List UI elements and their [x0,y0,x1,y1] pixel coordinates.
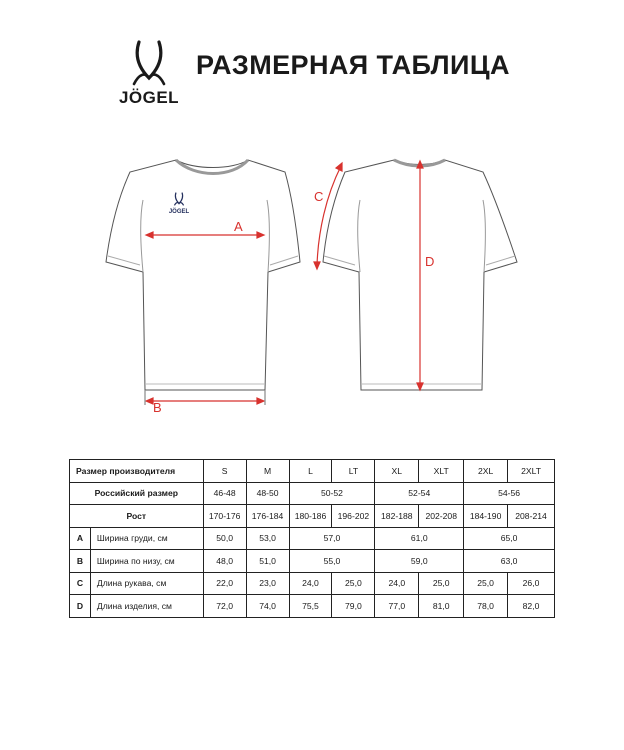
value-cell: 59,0 [375,550,464,573]
table-row-russian [70,482,555,505]
height-cell: 182-188 [375,505,419,528]
table-row-b [70,550,555,573]
manufacturer-label: Размер производителя [70,460,204,483]
russian-label: Российский размер [70,482,204,505]
height-cell: 184-190 [464,505,508,528]
height-cell: 180-186 [289,505,332,528]
value-cell: 65,0 [464,527,555,550]
value-cell: 22,0 [203,572,246,595]
height-cell: 170-176 [203,505,246,528]
measure-d [417,161,423,390]
value-cell: 74,0 [246,595,289,618]
chest-logo-icon [172,192,186,206]
value-cell: 25,0 [419,572,464,595]
height-cell: 176-184 [246,505,289,528]
value-cell: 57,0 [289,527,375,550]
size-cell: XLT [419,460,464,483]
measure-letter: A [70,527,91,550]
value-cell: 25,0 [464,572,508,595]
value-cell: 26,0 [508,572,555,595]
value-cell: 48,0 [203,550,246,573]
value-cell: 51,0 [246,550,289,573]
measure-letter: C [70,572,91,595]
chest-logo [166,192,192,215]
label-d: D [425,254,435,269]
measure-letter: D [70,595,91,618]
table-row-a [70,527,555,550]
label-c: C [314,189,324,204]
value-cell: 24,0 [375,572,419,595]
table-row-height [70,505,555,528]
value-cell: 81,0 [419,595,464,618]
height-cell: 196-202 [332,505,375,528]
value-cell: 75,5 [289,595,332,618]
size-cell: M [246,460,289,483]
measure-name: Ширина по низу, см [90,550,203,573]
russian-size-cell: 52-54 [375,482,464,505]
table-row-d [70,595,555,618]
label-a: A [234,219,243,234]
value-cell: 24,0 [289,572,332,595]
value-cell: 25,0 [332,572,375,595]
russian-size-cell: 48-50 [246,482,289,505]
size-cell: 2XL [464,460,508,483]
value-cell: 82,0 [508,595,555,618]
chest-logo-text: JÖGEL [168,209,190,215]
measure-a [146,232,264,238]
size-table [69,459,555,618]
value-cell: 79,0 [332,595,375,618]
measure-c [314,163,342,269]
measure-name: Длина рукава, см [90,572,203,595]
logo-text: JÖGEL [118,88,180,107]
value-cell: 78,0 [464,595,508,618]
size-cell: XL [375,460,419,483]
value-cell: 50,0 [203,527,246,550]
height-cell: 208-214 [508,505,555,528]
measure-b [145,390,265,405]
value-cell: 53,0 [246,527,289,550]
height-label: Рост [70,505,204,528]
size-cell: 2XLT [508,460,555,483]
size-cell: S [203,460,246,483]
value-cell: 61,0 [375,527,464,550]
russian-size-cell: 50-52 [289,482,375,505]
tshirt-front [106,160,300,390]
height-cell: 202-208 [419,505,464,528]
russian-size-cell: 46-48 [203,482,246,505]
value-cell: 23,0 [246,572,289,595]
value-cell: 55,0 [289,550,375,573]
value-cell: 72,0 [203,595,246,618]
measure-letter: B [70,550,91,573]
page-title: РАЗМЕРНАЯ ТАБЛИЦА [196,50,510,80]
table-row-c [70,572,555,595]
table-row-manufacturer [70,460,555,483]
size-cell: LT [332,460,375,483]
russian-size-cell: 54-56 [464,482,555,505]
value-cell: 63,0 [464,550,555,573]
measure-name: Длина изделия, см [90,595,203,618]
measure-name: Ширина груди, см [90,527,203,550]
label-b: B [153,400,162,415]
size-cell: L [289,460,332,483]
value-cell: 77,0 [375,595,419,618]
